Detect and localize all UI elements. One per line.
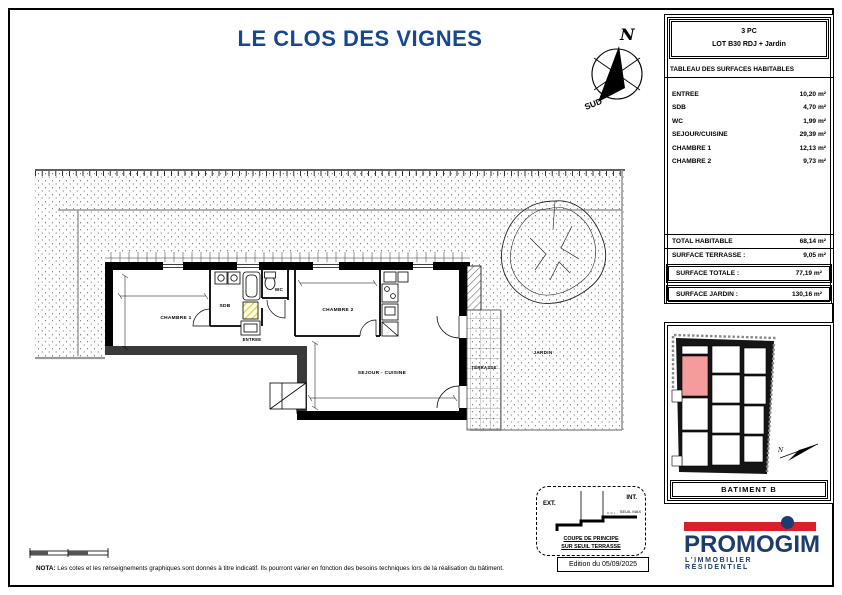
page-title: LE CLOS DES VIGNES (237, 26, 483, 51)
surfaces-table-title: TABLEAU DES SURFACES HABITABLES (665, 61, 833, 78)
room-label-entree: ENTREE (242, 337, 262, 342)
surface-row: ENTREE 10,20 m² (672, 90, 826, 98)
north-compass-icon (580, 22, 662, 114)
surface-row: CHAMBRE 2 9,73 m² (672, 158, 826, 166)
logo-name: PROMOGIM (684, 531, 820, 558)
room-label-sejour: SEJOUR - CUISINE (357, 371, 407, 376)
garden-area (35, 170, 625, 430)
lot-number: LOT B30 RDJ + Jardin (712, 41, 786, 49)
highlighted-unit (682, 356, 708, 396)
surfaces-rows (665, 78, 833, 206)
logo-tagline: L'IMMOBILIER RÉSIDENTIEL (685, 557, 753, 571)
lot-header (669, 19, 829, 59)
room-label-jardin: JARDIN (533, 350, 553, 355)
logo-blue-dot (781, 516, 794, 529)
site-north-arrow-icon (777, 444, 818, 461)
edition-date: Edition du 05/09/2025 (557, 557, 649, 572)
room-label-chambre1: CHAMBRE 1 (160, 316, 192, 321)
nota-text: NOTA: Les cotes et les renseignements graphiques sont donnés à titre indicatif. Ils pourront varier en fonction des besoins techniques lors de la réalisation du bâtiment. (36, 565, 504, 572)
coupe-int-label: INT. (626, 495, 637, 501)
scale-bar (28, 546, 112, 560)
surfaces-panel (664, 14, 834, 304)
logo-red-bar (684, 522, 816, 531)
compass-south-label: SUD (583, 95, 604, 112)
site-plan-map (668, 326, 828, 478)
surface-row: CHAMBRE 1 12,13 m² (672, 144, 826, 152)
total-row: TOTAL HABITABLE 68,14 m² (665, 234, 833, 248)
compass-north-label: N (620, 25, 635, 44)
coupe-profile (537, 487, 643, 533)
coupe-seuil-label: SEUIL MAX 0.15 m (619, 509, 641, 520)
floor-plan (30, 158, 660, 478)
surfaces-totals (665, 234, 833, 305)
promogim-logo (684, 514, 820, 571)
surface-row: SEJOUR/CUISINE 29,39 m² (672, 131, 826, 139)
total-row: SURFACE TERRASSE : 9,05 m² (665, 248, 833, 262)
lot-type: 3 PC (741, 28, 757, 35)
svg-text:N: N (778, 447, 784, 454)
site-plan-panel (664, 322, 834, 504)
entry-closet (270, 383, 306, 409)
kitchen-fixtures (382, 272, 408, 336)
surface-row: WC 1,99 m² (672, 117, 826, 125)
total-row-emphasis: SURFACE JARDIN : 130,16 m² (666, 285, 832, 304)
coupe-diagram (536, 486, 646, 556)
room-label-terrasse: TERRASSE (471, 365, 497, 370)
site-plan-caption: BATIMENT B (670, 480, 828, 499)
terrace (467, 310, 501, 430)
room-label-sdb: SDB (219, 304, 231, 309)
room-label-wc: WC (274, 288, 284, 293)
surface-row: SDB 4,70 m² (672, 104, 826, 112)
total-row-emphasis: SURFACE TOTALE : 77,19 m² (666, 264, 832, 283)
coupe-ext-label: EXT. (543, 501, 556, 507)
coupe-caption: COUPE DE PRINCIPE SUR SEUIL TERRASSE (561, 536, 621, 550)
room-label-chambre2: CHAMBRE 2 (322, 308, 354, 313)
